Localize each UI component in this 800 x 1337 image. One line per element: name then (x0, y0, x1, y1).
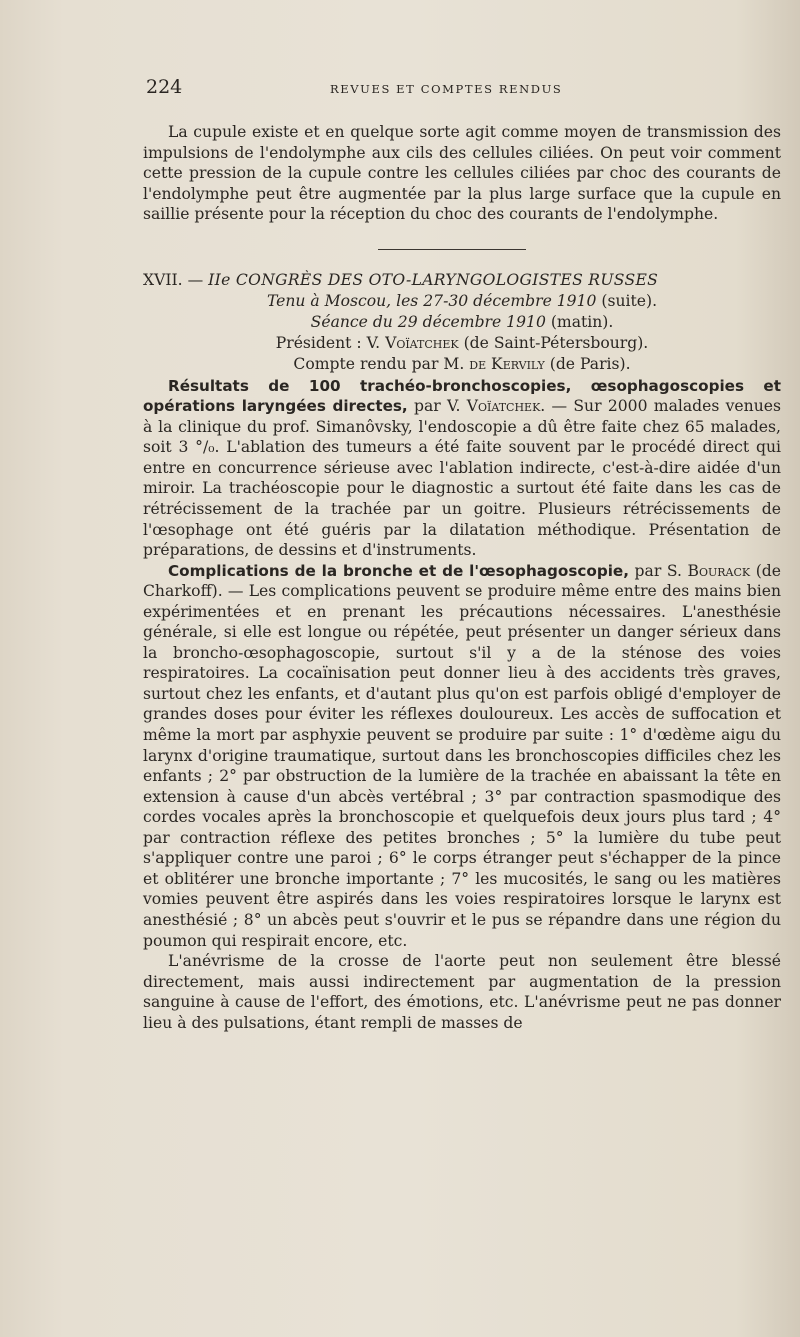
congress-dates (143, 291, 781, 312)
session-date: Séance du 29 décembre 1910 (310, 312, 546, 331)
president-place: (de Saint-Pétersbourg). (458, 333, 649, 352)
reporter-place: (de Paris). (544, 354, 631, 373)
section-title: IIe CONGRÈS DES OTO-LARYNGOLOGISTES RUSSES (208, 270, 659, 289)
paragraph-author: Bourack (687, 561, 751, 580)
running-title: REVUES ET COMPTES RENDUS (330, 82, 563, 96)
reporter-line (143, 354, 781, 375)
paragraph-author: Voïatchek (466, 397, 541, 416)
section-divider (378, 249, 526, 250)
paragraph-complications (143, 561, 781, 951)
paragraph-results (143, 376, 781, 561)
intro-paragraph: La cupule existe et en quelque sorte agit comme moyen de transmission des impulsions de l'endolymphe aux cils des cellules ciliées. On peut voir comment cette pression de la cupule contre les cellules ciliées par choc des courants de l'endolymphe peut être augmentée par la plus large surface que la cupule en saillie présente pour la réception du choc des courants de l'endolymphe. (143, 123, 781, 224)
page-number: 224 (146, 76, 183, 98)
session-suffix: (matin). (545, 312, 614, 331)
reporter-name: de Kervily (469, 354, 545, 373)
section-heading (143, 270, 781, 291)
reporter-label: Compte rendu par M. (293, 354, 470, 373)
closing-paragraph: L'anévrisme de la crosse de l'aorte peut non seulement être blessé directement, mais aussi indirectement par augmentation de la pression sanguine à cause de l'effort, des émotions, etc. L'anévrisme peut ne pas donner lieu à des pulsations, étant rempli de masses de (143, 952, 781, 1032)
section-number: XVII. — (143, 270, 204, 289)
president-label: Président : V. (275, 333, 386, 352)
page-content (143, 122, 781, 1033)
paragraph-lead: Résultats de 100 trachéo-bronchoscopies, œsophagoscopies et opérations laryngées directes, (143, 376, 781, 416)
paragraph-by: par S. (628, 561, 688, 580)
congress-held-suffix: (suite). (596, 291, 658, 310)
president-line (143, 333, 781, 354)
paragraph-text: (de Charkoff). — Les complications peuvent se produire même entre des mains bien expérimentées et en prenant les précautions nécessaires. L'anesthésie générale, si elle est longue ou répétée, peut présenter un danger sérieux dans la broncho-œsophagoscopie, surtout s'il y a de la sténose des voies respiratoires. La cocaïnisation peut donner lieu à des accidents très graves, surtout chez les enfants, et d'autant plus qu'on est parfois obligé d'employer de grandes doses pour éviter les réflexes douloureux. Les accès de suffocation et même la mort par asphyxie peuvent se produire par suite : 1° d'œdème aigu du larynx d'origine traumatique, surtout dans les bronchoscopies difficiles chez les enfants ; 2° par obstruction de la lumière de la trachée en abaissant la tête en extension à cause d'un abcès vertébral ; 3° par contraction spasmodique des cordes vocales après la bronchoscopie et quelquefois deux jours plus tard ; 4° par contraction réflexe des petites bronches ; 5° la lumière du tube peut s'appliquer contre une paroi ; 6° le corps étranger peut s'échapper de la pince et oblitérer une bronche importante ; 7° les mucosités, le sang ou les matières vomies peuvent être aspirés dans les voies respiratoires lorsque le larynx est anesthésié ; 8° un abcès peut s'ouvrir et le pus se répandre dans une région du poumon qui respirait encore, etc. (143, 561, 781, 950)
congress-held: Tenu à Moscou, les 27-30 décembre 1910 (266, 291, 597, 310)
paragraph-by: par V. (407, 397, 467, 416)
paragraph-lead: Complications de la bronche et de l'œsophagoscopie, (168, 561, 629, 580)
session-line (143, 312, 781, 333)
paragraph-text: . — Sur 2000 malades venues à la clinique du prof. Simanôvsky, l'endoscopie a dû être faite chez 65 malades, soit 3 °/₀. L'ablation des tumeurs a été faite souvent par le procédé direct qui entre en concurrence sérieuse avec l'ablation indirecte, c'est-à-dire aidée d'un miroir. La trachéoscopie pour le diagnostic a surtout été faite dans les cas de rétrécissement de la trachée par un goitre. Plusieurs rétrécissements de l'œsophage ont été guéris par la dilatation méthodique. Présentation de préparations, de dessins et d'instruments. (143, 397, 781, 560)
president-name: Voïatchek (385, 333, 459, 352)
page-header (146, 76, 780, 100)
